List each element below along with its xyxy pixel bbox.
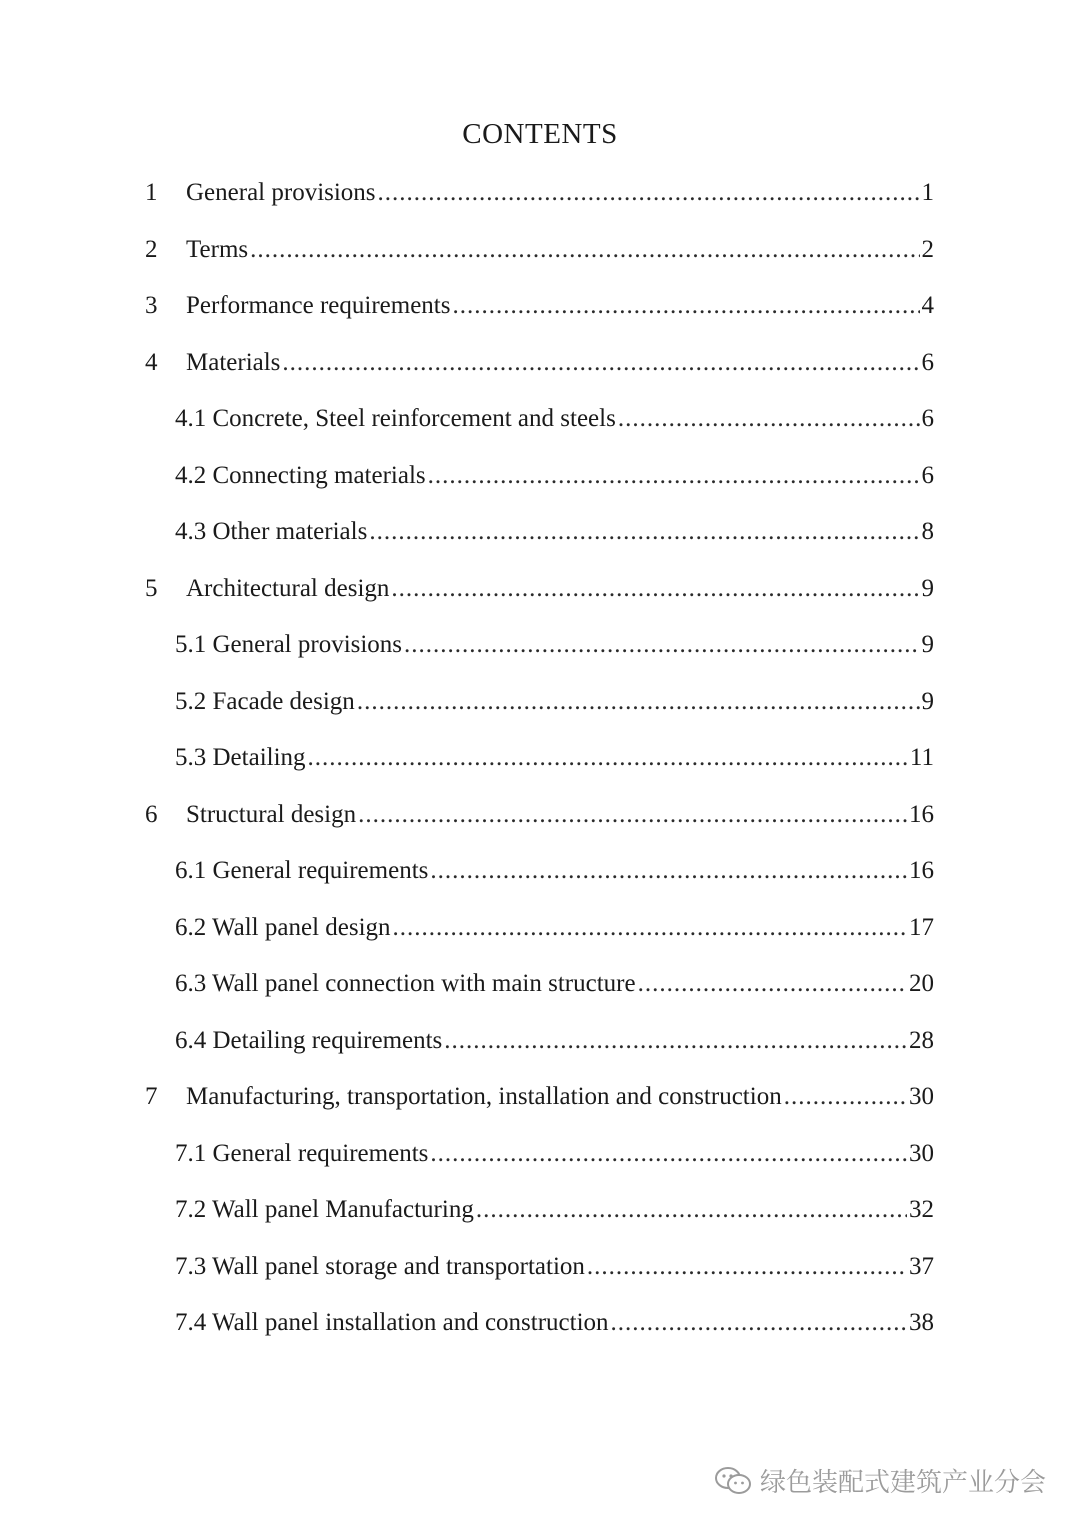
toc-entry[interactable] [0, 461, 934, 491]
toc-entry-number: 2 [145, 236, 158, 263]
toc-entry-title: 7.3 Wall panel storage and transportation [175, 1253, 585, 1280]
toc-entry-page: 6 [921, 349, 934, 376]
toc-entry-page: 11 [909, 744, 934, 771]
toc-entry-title: Manufacturing, transportation, installation and construction [186, 1083, 782, 1110]
toc-entry-page: 20 [909, 970, 934, 997]
toc-entry-page: 8 [921, 518, 934, 545]
toc-entry[interactable] [0, 687, 934, 717]
toc-entry[interactable] [0, 969, 934, 999]
toc-leader-dots [587, 1252, 907, 1282]
toc-entry[interactable] [0, 348, 934, 378]
toc-entry-number: 4 [145, 349, 158, 376]
toc-leader-dots [357, 687, 920, 717]
toc-leader-dots [358, 800, 907, 830]
toc-entry-page: 38 [909, 1309, 934, 1336]
toc-entry-title: 5.2 Facade design [175, 688, 355, 715]
toc-leader-dots [444, 1026, 907, 1056]
toc-entry-title: Architectural design [186, 575, 390, 602]
toc-entry[interactable] [0, 178, 934, 208]
toc-leader-dots [308, 743, 908, 773]
toc-entry-number: 5 [145, 575, 158, 602]
toc-entry-title: 7.1 General requirements [175, 1140, 429, 1167]
toc-entry-title: Terms [186, 236, 249, 263]
toc-entry-page: 30 [909, 1083, 934, 1110]
toc-entry[interactable] [0, 630, 934, 660]
toc-leader-dots [618, 404, 920, 434]
toc-entry-title: 6.4 Detailing requirements [175, 1027, 443, 1054]
toc-entry-title: Materials [186, 349, 281, 376]
toc-entry[interactable] [0, 574, 934, 604]
toc-entry[interactable] [0, 913, 934, 943]
toc-entry-page: 9 [921, 575, 934, 602]
toc-entry-number: 6 [145, 801, 158, 828]
toc-entry-title: Performance requirements [186, 292, 451, 319]
toc-leader-dots [391, 574, 919, 604]
toc-entry-title: Structural design [186, 801, 357, 828]
toc-leader-dots [404, 630, 919, 660]
toc-leader-dots [611, 1308, 907, 1338]
toc-entry[interactable] [0, 1082, 934, 1112]
toc-leader-dots [393, 913, 907, 943]
toc-entry-title: 5.1 General provisions [175, 631, 403, 658]
page-title: CONTENTS [462, 118, 618, 150]
toc-entry-number: 1 [145, 179, 158, 206]
toc-entry-title: 4.1 Concrete, Steel reinforcement and steels [175, 405, 616, 432]
watermark-text: 绿色装配式建筑产业分会 [759, 1468, 1046, 1498]
toc-entry-title: 7.2 Wall panel Manufacturing [175, 1196, 474, 1223]
toc-entry-page: 1 [921, 179, 934, 206]
toc-leader-dots [476, 1195, 907, 1225]
toc-entry-page: 17 [909, 914, 934, 941]
toc-leader-dots [428, 461, 920, 491]
toc-entry-page: 4 [921, 292, 934, 319]
toc-entry-title: 4.2 Connecting materials [175, 462, 426, 489]
toc-entry-page: 6 [921, 405, 934, 432]
watermark [714, 1462, 1046, 1499]
toc-entry[interactable] [0, 1308, 934, 1338]
toc-entry[interactable] [0, 856, 934, 886]
toc-entry[interactable] [0, 517, 934, 547]
toc-leader-dots [250, 235, 919, 265]
toc-leader-dots [430, 1139, 907, 1169]
toc-leader-dots [378, 178, 920, 208]
toc-entry[interactable] [0, 743, 934, 773]
toc-entry-page: 2 [921, 236, 934, 263]
toc-entry-title: 5.3 Detailing [175, 744, 306, 771]
toc-entry-page: 6 [921, 462, 934, 489]
toc-entry-page: 37 [909, 1253, 934, 1280]
toc-entry[interactable] [0, 1139, 934, 1169]
toc-entry-page: 9 [921, 688, 934, 715]
toc-leader-dots [369, 517, 919, 547]
toc-entry[interactable] [0, 404, 934, 434]
toc-leader-dots [282, 348, 919, 378]
toc-leader-dots [430, 856, 907, 886]
toc-entry-title: 6.1 General requirements [175, 857, 429, 884]
toc-entry-title: 7.4 Wall panel installation and construction [175, 1309, 609, 1336]
toc-entry[interactable] [0, 1252, 934, 1282]
wechat-icon [714, 1465, 752, 1497]
toc-entry-title: 6.3 Wall panel connection with main structure [175, 970, 636, 997]
toc-entry[interactable] [0, 291, 934, 321]
toc-leader-dots [638, 969, 907, 999]
toc-entry[interactable] [0, 235, 934, 265]
toc-leader-dots [452, 291, 919, 321]
toc-entry-page: 32 [909, 1196, 934, 1223]
toc-entry-title: 4.3 Other materials [175, 518, 368, 545]
toc-entry-page: 30 [909, 1140, 934, 1167]
toc-entry[interactable] [0, 1026, 934, 1056]
toc-entry[interactable] [0, 1195, 934, 1225]
toc-entry-number: 3 [145, 292, 158, 319]
toc-entry-page: 16 [909, 857, 934, 884]
toc-entry-number: 7 [145, 1083, 158, 1110]
toc-entry[interactable] [0, 800, 934, 830]
toc-entry-title: General provisions [186, 179, 376, 206]
toc-entry-page: 9 [921, 631, 934, 658]
toc-entry-page: 16 [909, 801, 934, 828]
toc-leader-dots [784, 1082, 907, 1112]
toc-entry-page: 28 [909, 1027, 934, 1054]
toc-entry-title: 6.2 Wall panel design [175, 914, 391, 941]
